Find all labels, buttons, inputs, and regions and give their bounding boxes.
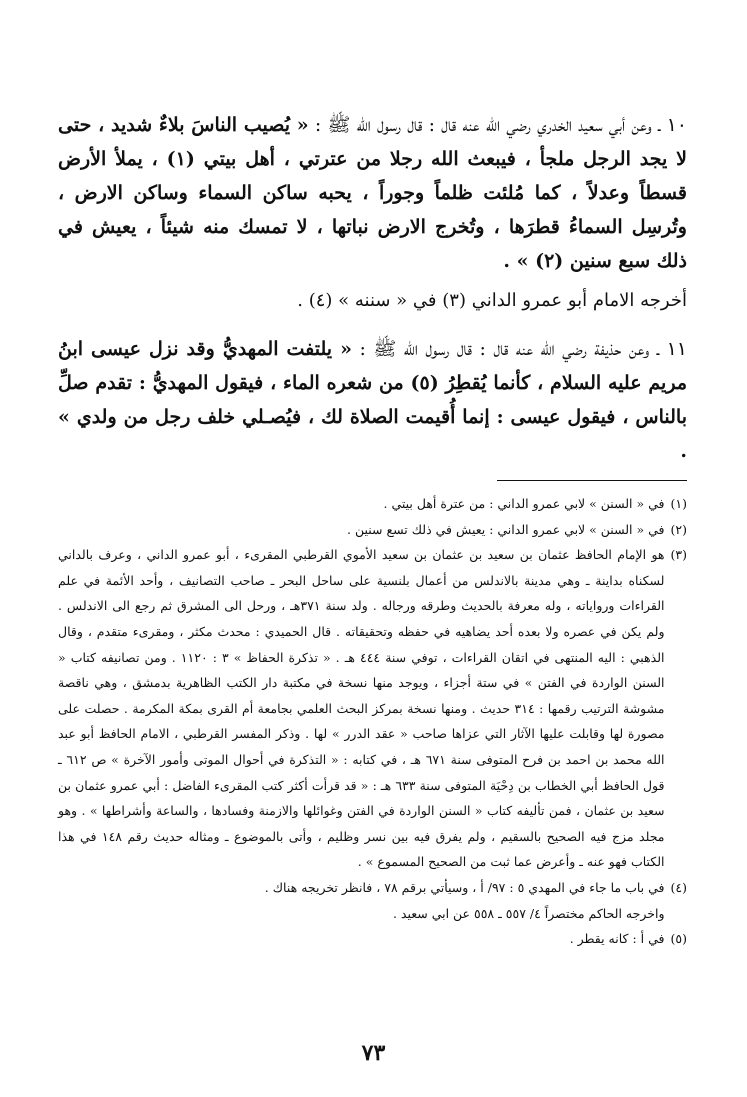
hadith-10-source: أخرجه الامام أبو عمرو الداني (٣) في « سننه » (٤) . [297,290,687,311]
footnote-text: في « السنن » لابي عمرو الداني : يعيش في ذلك تسع سنين . [347,521,665,537]
footnote-1 [58,491,687,517]
footnote-text-continued: واخرجه الحاكم مختصراً ٤/ ٥٥٧ ـ ٥٥٨ عن ابي سعيد . [392,905,665,921]
footnote-number: (١) [670,496,687,511]
footnote-number: (٣) [670,547,687,563]
footnote-text: في « السنن » لابي عمرو الداني : من عترة أهل بيتي . [383,496,665,511]
footnote-5 [58,926,687,952]
hadith-11-quote: « يلتفت المهديُّ وقد نزل عيسى ابنُ مريم عليه السلام ، كأنما يُقطِرُ (٥) من شعره الماء ، فيقول المهديُّ : تقدم صلِّ بالناس ، فيقول عيسى : إنما أُقيمت الصلاة لك ، فيُصـلي خلف رجل من ولدي » . [58,338,687,462]
hadith-10-text [58,108,687,278]
hadith-11 [58,332,687,468]
footnote-text: هو الإمام الحافظ عثمان بن سعيد بن عثمان بن سعيد الأموي القرطبي المقرىء ، أبو عمرو الداني ، وعرف بالداني لسكناه بداينة ـ وهي مدينة بالاندلس من أعمال بلنسية على ساحل البحر ـ صاحب التصانيف ، وأحد الأئمة في علم القراءات ورواياته ، وله معرفة بالحديث وطرقه ورجاله . ولد سنة ٣٧١هـ ، ورحل الى المشرق ثم رجع الى الاندلس . ولم يكن في عصره ولا بعده أحد يضاهيه في حفظه وتحقيقاته . قال الحميدي : محدث مكثر ، ومقرىء متقدم ، وقال الذهبي : اليه المنتهى في اتقان القراءات ، توفي سنة ٤٤٤ هـ . « تذكرة الحفاظ » ٣ : ١١٢٠ . ومن تصانيفه كتاب « السنن الواردة في الفتن » في ستة أجزاء ، ويوجد منها نسخة في مكتبة دار الكتب الظاهرية بدمشق ، وهي ناقصة مشوشة الترتيب رقمها : ٣١٤ حديث . ومنها نسخة بمركز البحث العلمي بجامعة أم القرى بمكة المكرمة . حصلت على مصورة لها وقابلت عليها الآثار التي عزاها صاحب « عقد الدرر » لها . وذكر المفسر القرطبي ، الامام الحافظ أبو عبد الله محمد بن احمد بن فرح المتوفى سنة ٦٧١ هـ ، في كتابه : « التذكرة في أحوال الموتى وأمور الآخرة » ص ٦١٢ ـ قول الحافظ أبي الخطاب بن دِحْيَة المتوفى سنة ٦٣٣ هـ : « قد قرأت أكثر كتب المقرىء الفاضل : أبي عمرو عثمان بن سعيد بن عثمان ، فمن تأليفه كتاب « السنن الواردة في الفتن وغوائلها والازمنة وفسادها ، والساعة وأشراطها » . وهو مجلد مزج فيه الصحيح بالسقيم ، ولم يفرق فيه بين نسر وظليم ، وأتى بالموضوع ـ ومثاله حديث رقم ١٤٨ في هذا الكتاب فهو عنه ـ وأعرض عما ثبت من الصحيح المسموع » . [58,547,665,870]
hadith-11-text [58,332,687,468]
footnote-divider [497,480,687,481]
footnote-2 [58,517,687,543]
footnote-number: (٢) [670,521,687,537]
hadith-10-intro: ١٠ ـ وعن أبي سعيد الخدري رضي الله عنه قال : قال رسول الله ﷺ : [314,114,687,136]
page-number: ٧٣ [361,1040,386,1066]
main-text [58,108,687,468]
hadith-10-quote: « يُصيب الناسَ بلاءٌ شديد ، حتى لا يجد الرجل ملجأ ، فيبعث الله رجلا من عترتي ، أهل بيتي (١) ، يملأ الأرض قسطاً وعدلاً ، كما مُلئت ظلماً وجوراً ، يحبه ساكن السماء وساكن الارض ، وتُرسِل السماءُ قطرَها ، وتُخرج الارض نباتها ، لا تمسك منه شيئاً ، يعيش في ذلك سبع سنين (٢) » . [58,114,687,272]
hadith-10 [58,108,687,318]
footnote-number: (٥) [670,931,687,947]
footnote-text: في أ : كانه يقطر . [569,931,665,947]
footnote-4 [58,875,687,926]
footnote-3 [58,542,687,875]
footnote-number: (٤) [670,879,687,895]
hadith-11-intro: ١١ ـ وعن حذيفة رضي الله عنه قال : قال رسول الله ﷺ : [359,338,687,360]
footnote-text: في باب ما جاء في المهدي ٥ : ٩٧/ أ ، وسيأتي برقم ٧٨ ، فانظر تخريجه هناك . [264,879,665,895]
footnotes [58,491,687,952]
